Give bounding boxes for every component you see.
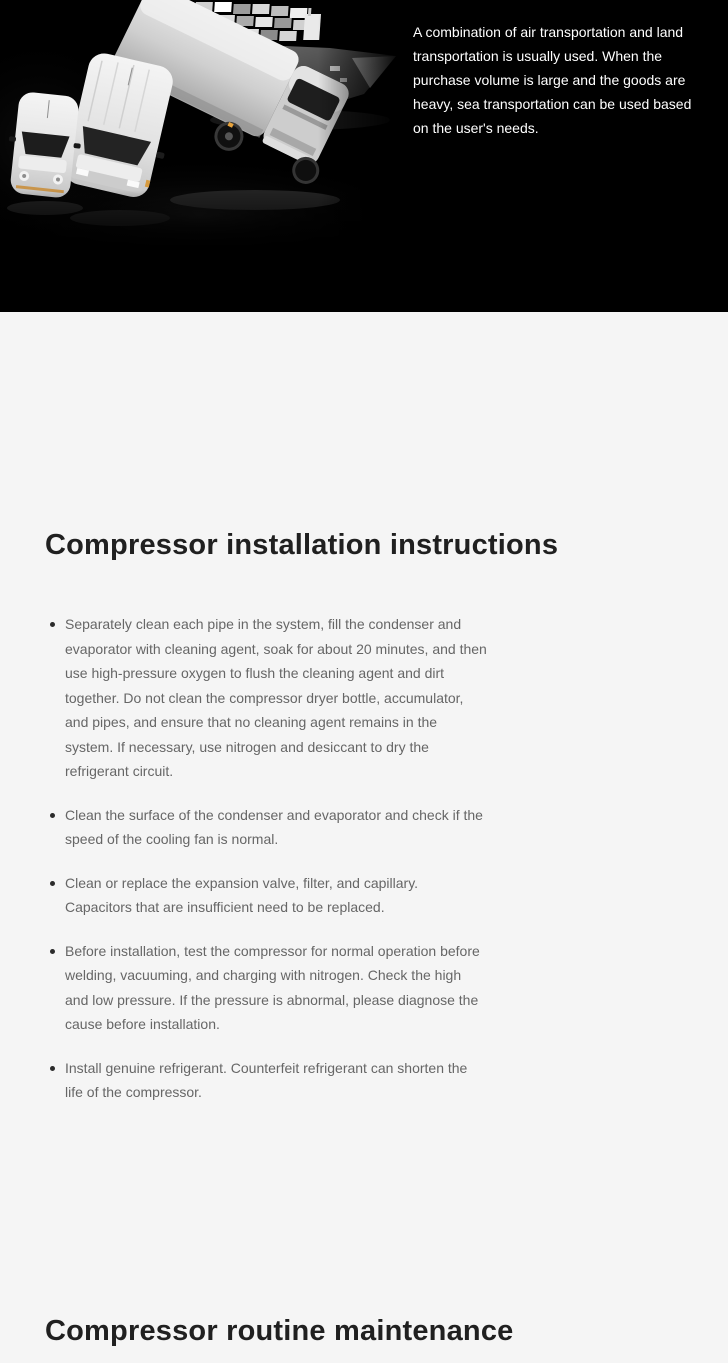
content-section — [0, 312, 728, 1363]
installation-instructions-list — [45, 612, 487, 1105]
list-item: Before installation, test the compressor for normal operation before welding, vacuuming, and charging with nitrogen. Check the high and low pressure. If the pressure is abnormal, please diagnose the cause before installation. — [45, 939, 487, 1037]
routine-maintenance-title: Compressor routine maintenance — [45, 1314, 514, 1347]
hero-caption: A combination of air transportation and land transportation is usually used. When the purchase volume is large and the goods are heavy, sea transportation can be used based on the user's needs. — [413, 24, 692, 136]
hero-section — [0, 0, 728, 312]
fleet-transport-photo — [0, 0, 402, 252]
list-item: Clean the surface of the condenser and evaporator and check if the speed of the cooling fan is normal. — [45, 803, 487, 852]
list-item: Separately clean each pipe in the system, fill the condenser and evaporator with cleaning agent, soak for about 20 minutes, and then use high-pressure oxygen to flush the cleaning agent and dirt together. Do not clean the compressor dryer bottle, accumulator, and pipes, and ensure that no cleaning agent remains in the system. If necessary, use nitrogen and desiccant to dry the refrigerant circuit. — [45, 612, 487, 784]
list-item: Install genuine refrigerant. Counterfeit refrigerant can shorten the life of the compressor. — [45, 1056, 487, 1105]
installation-instructions-title: Compressor installation instructions — [45, 529, 559, 561]
list-item: Clean or replace the expansion valve, filter, and capillary. Capacitors that are insufficient need to be replaced. — [45, 871, 487, 920]
